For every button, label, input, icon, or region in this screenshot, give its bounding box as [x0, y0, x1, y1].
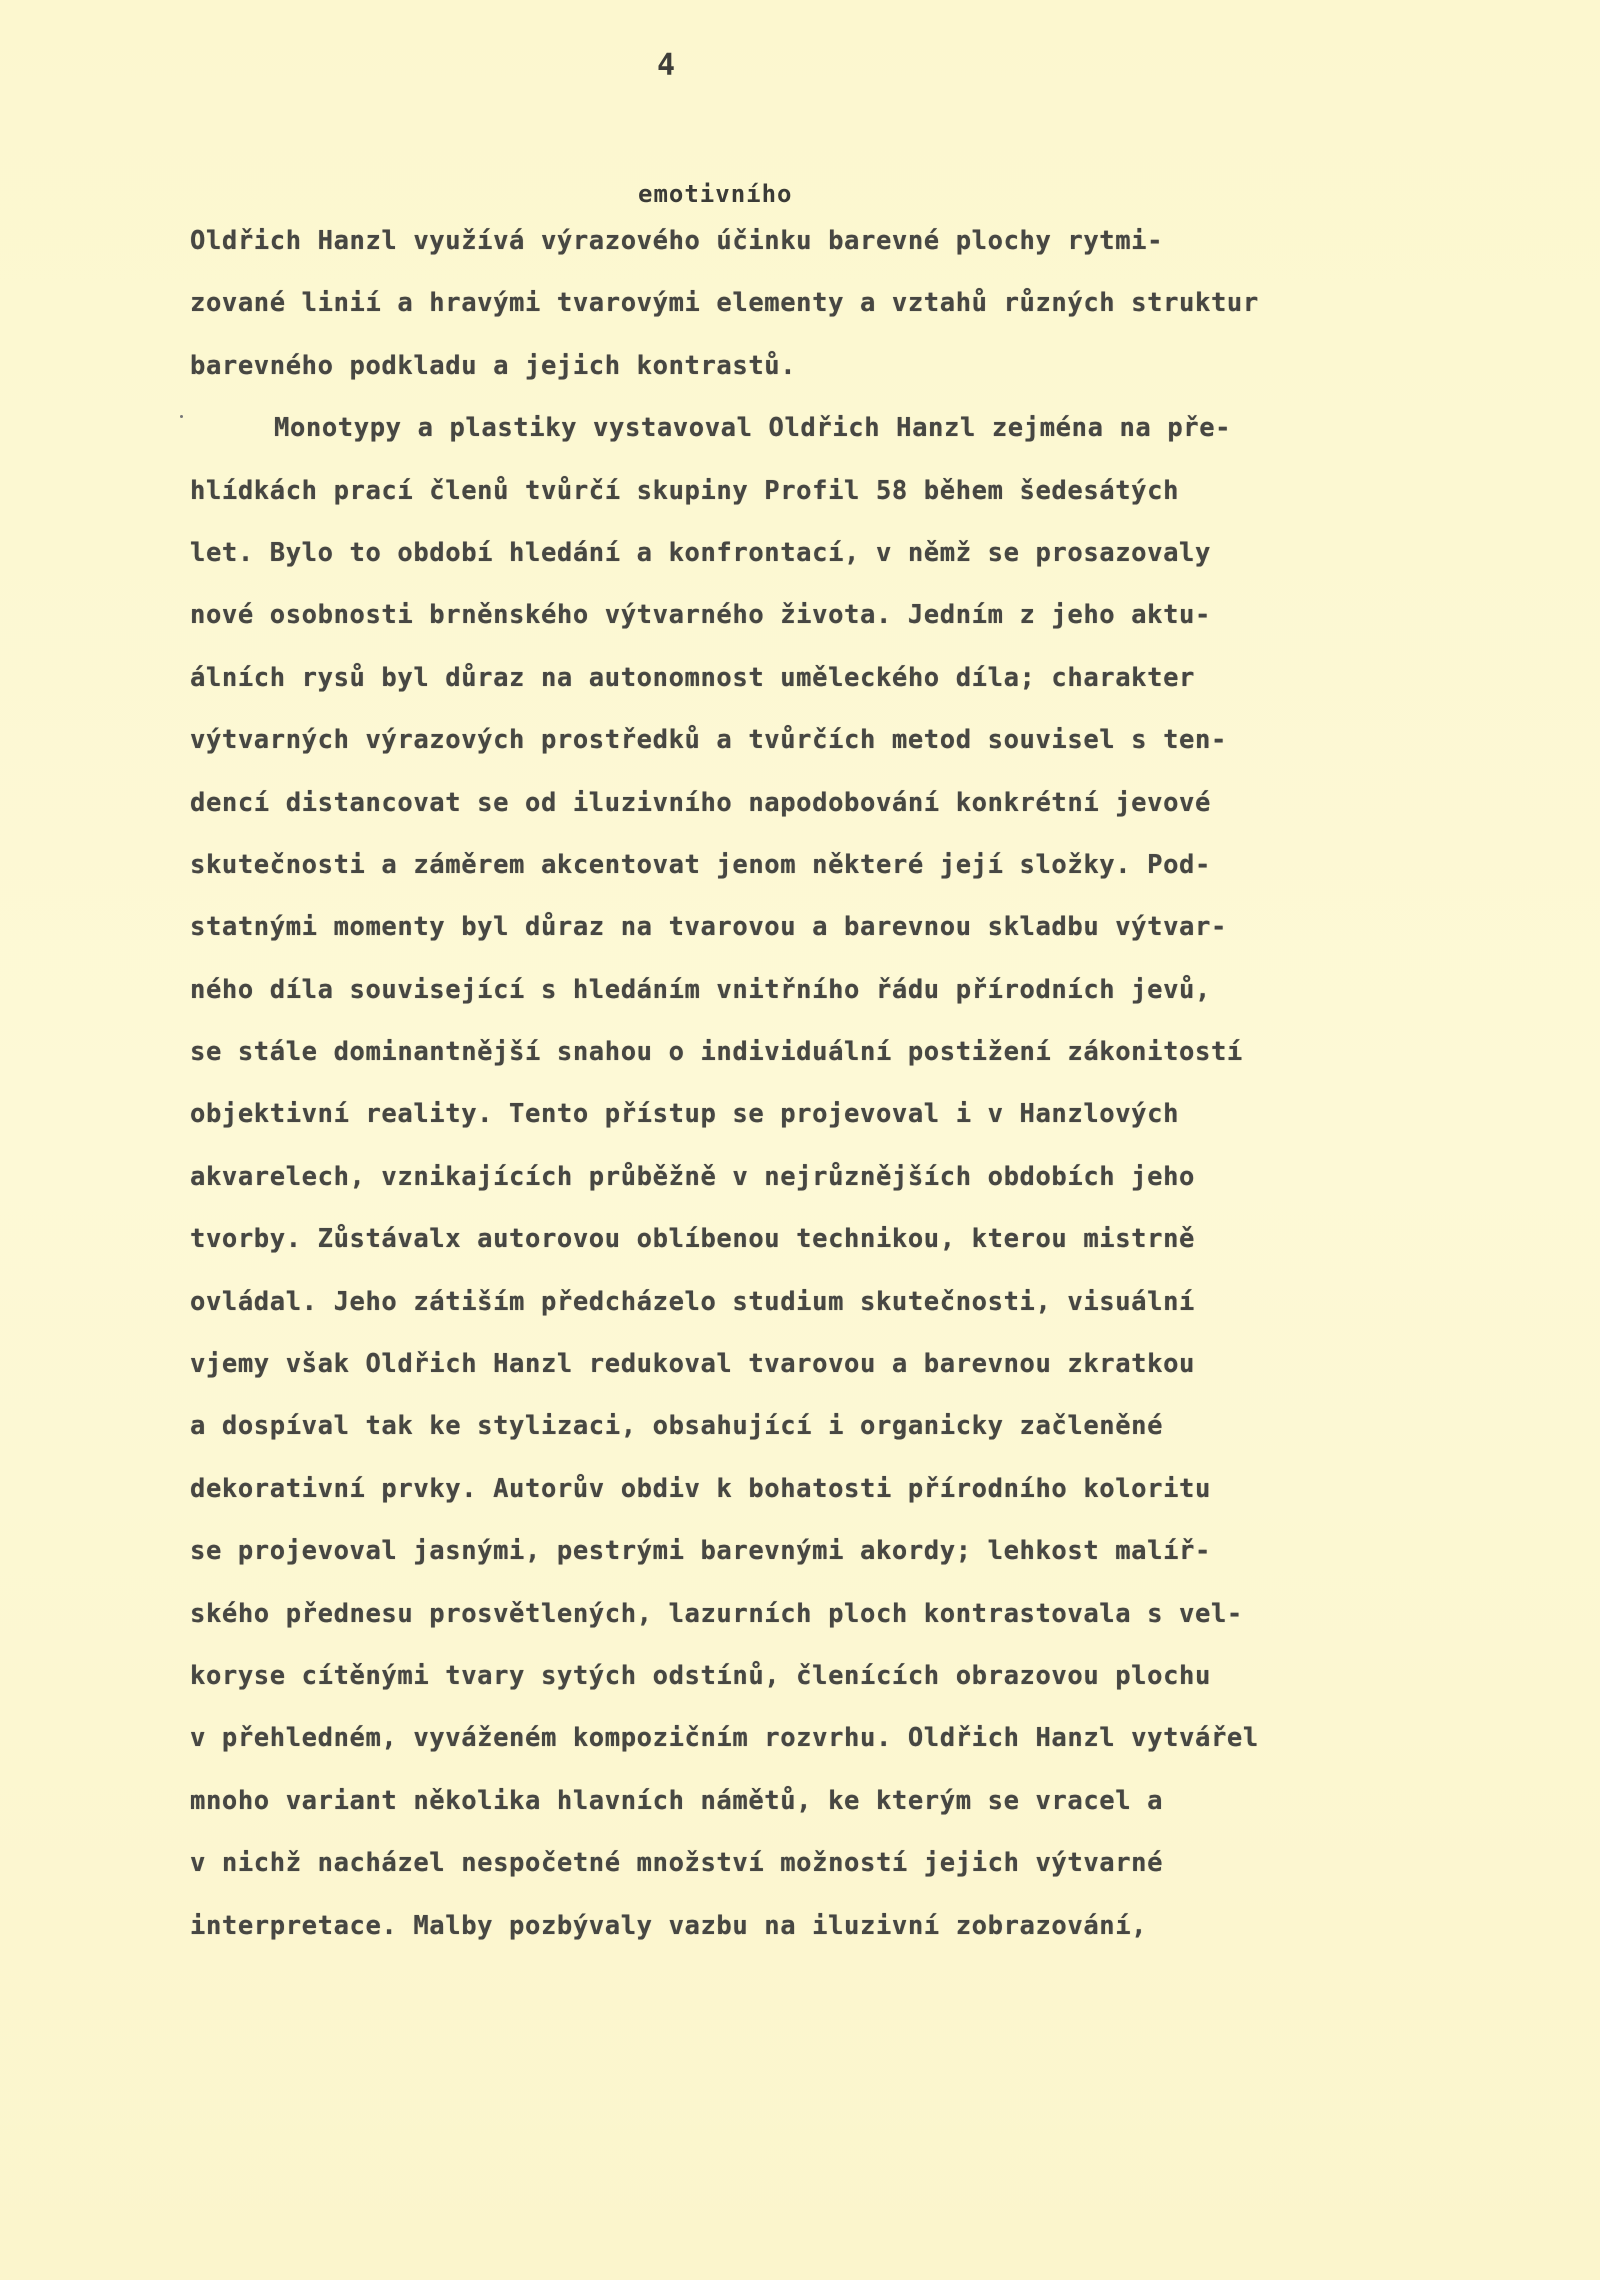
text-line: ného díla související s hledáním vnitřního řádu přírodních jevů, — [190, 974, 1211, 1005]
text-line: let. Bylo to období hledání a konfrontací, v němž se prosazovaly — [190, 537, 1211, 568]
text-line: zované linií a hravými tvarovými elementy a vztahů různých struktur — [190, 288, 1259, 319]
text-line: dencí distancovat se od iluzivního napodobování konkrétní jevové — [190, 787, 1211, 818]
text-line: dekorativní prvky. Autorův obdiv k bohatosti přírodního koloritu — [190, 1473, 1211, 1504]
handwritten-insertion: emotivního — [638, 180, 793, 208]
text-line: ovládal. Jeho zátiším předcházelo studium skutečnosti, visuální — [190, 1286, 1195, 1317]
text-line: a dospíval tak ke stylizaci, obsahující i organicky začleněné — [190, 1411, 1164, 1442]
text-line: objektivní reality. Tento přístup se projevoval i v Hanzlových — [190, 1099, 1180, 1130]
text-line: barevného podkladu a jejich kontrastů. — [190, 350, 797, 381]
text-line: nové osobnosti brněnského výtvarného života. Jedním z jeho aktu- — [190, 600, 1211, 631]
text-line: interpretace. Malby pozbývaly vazbu na iluzivní zobrazování, — [190, 1910, 1148, 1941]
text-line: mnoho variant několika hlavních námětů, ke kterým se vracel a — [190, 1785, 1164, 1816]
text-line: akvarelech, vznikajících průběžně v nejrůznějších obdobích jeho — [190, 1161, 1195, 1192]
text-line: tvorby. Zůstávalx autorovou oblíbenou technikou, kterou mistrně — [190, 1224, 1195, 1255]
text-line: ského přednesu prosvětlených, lazurních ploch kontrastovala s vel- — [190, 1598, 1243, 1629]
text-line: v přehledném, vyváženém kompozičním rozvrhu. Oldřich Hanzl vytvářel — [190, 1723, 1259, 1754]
text-line: výtvarných výrazových prostředků a tvůrčích metod souvisel s ten- — [190, 725, 1227, 756]
text-line: skutečnosti a záměrem akcentovat jenom některé její složky. Pod- — [190, 849, 1211, 880]
document-body — [190, 210, 1530, 1957]
text-line: Oldřich Hanzl využívá výrazového účinku barevné plochy rytmi- — [190, 226, 1164, 256]
page-number: 4 — [657, 48, 676, 83]
text-line: álních rysů byl důraz na autonomnost uměleckého díla; charakter — [190, 662, 1195, 693]
text-line: hlídkách prací členů tvůrčí skupiny Profil 58 během šedesátých — [190, 475, 1180, 506]
text-line: statnými momenty byl důraz na tvarovou a barevnou skladbu výtvar- — [190, 912, 1227, 943]
text-line: se projevoval jasnými, pestrými barevnými akordy; lehkost malíř- — [190, 1536, 1211, 1567]
text-line: vjemy však Oldřich Hanzl redukoval tvarovou a barevnou zkratkou — [190, 1349, 1195, 1380]
paper-speck — [180, 415, 183, 418]
paragraph-start-line: Monotypy a plastiky vystavoval Oldřich Hanzl zejména na pře- — [274, 413, 1232, 444]
text-line: v nichž nacházel nespočetné množství možností jejich výtvarné — [190, 1848, 1164, 1879]
text-line: se stále dominantnější snahou o individuální postižení zákonitostí — [190, 1037, 1243, 1068]
text-line: koryse cítěnými tvary sytých odstínů, členících obrazovou plochu — [190, 1660, 1211, 1691]
